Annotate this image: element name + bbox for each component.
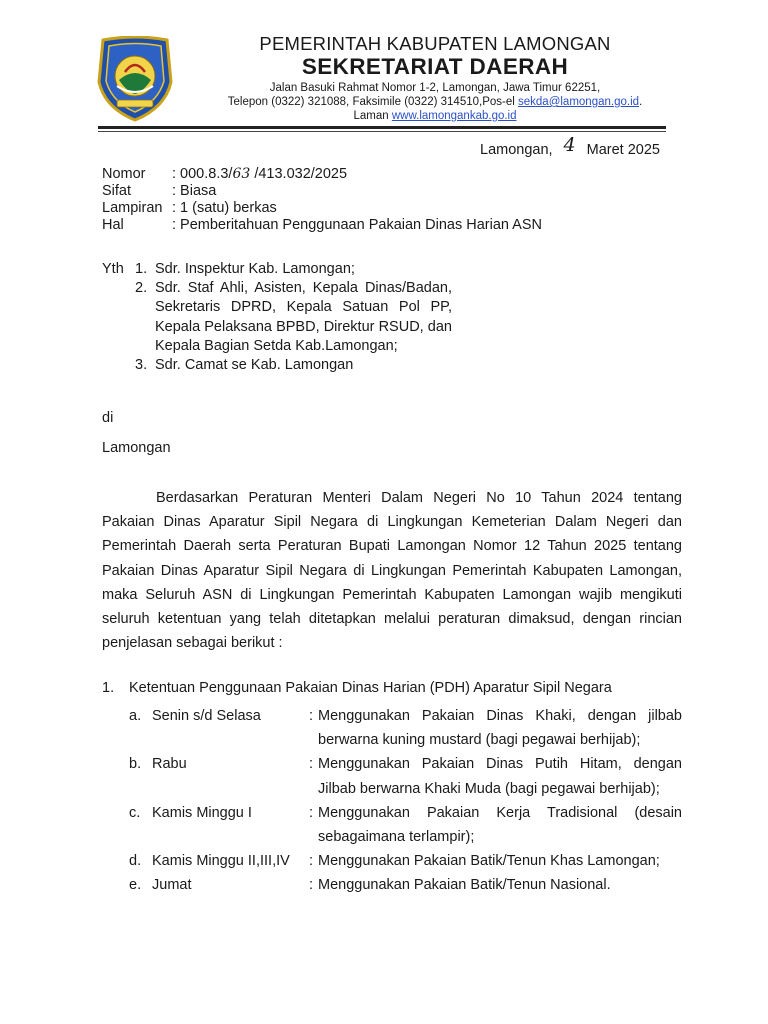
item-day: Kamis Minggu I [152, 804, 252, 821]
lampiran-value: : 1 (satu) berkas [172, 200, 277, 216]
phone-text: Telepon (0322) 321088, Faksimile (0322) 314510,Pos-el [227, 96, 519, 108]
schedule-list [129, 704, 682, 898]
recipient-text: Sdr. Camat se Kab. Lamongan [155, 357, 354, 374]
lamongan-coat-of-arms-icon [95, 36, 175, 122]
nomor-prefix: : 000.8.3/ [172, 166, 233, 182]
hal-value: : Pemberitahuan Penggunaan Pakaian Dinas Harian ASN [172, 217, 542, 233]
recipient-item [135, 279, 465, 356]
salutation: Yth [102, 261, 124, 277]
item-colon: : [309, 804, 314, 821]
schedule-item [129, 849, 682, 873]
item-letter: c. [129, 804, 141, 821]
recipient-item [135, 356, 465, 375]
letterhead-phone [195, 95, 675, 109]
body-paragraph: Berdasarkan Peraturan Menteri Dalam Negeri No 10 Tahun 2024 tentang Pakaian Dinas Aparatur Sipil Negara di Lingkungan Kemeterian Dalam Negeri dan Pemerintah Daerah serta Peraturan Bupati Lamongan Nomor 12 Tahun 2025 tentang Pakaian Dinas Aparatur Sipil Negara di Lingkungan Pemerintah Kabupaten Lamongan, maka Seluruh ASN di Lingkungan Pemerintah Kabupaten Lamongan wajib mengikuti seluruh ketentuan yang telah ditetapkan melalui peraturan dimaksud, dengan rincian penjelasan sebagai berikut : [102, 490, 682, 652]
date-day-handwritten: 4 [563, 134, 576, 156]
item-description: Menggunakan Pakaian Batik/Tenun Khas Lamongan; [318, 853, 660, 870]
letter-date [480, 134, 670, 159]
schedule-item [129, 873, 682, 897]
website-link[interactable]: www.lamongankab.go.id [391, 110, 517, 122]
item-letter: a. [129, 708, 142, 724]
schedule-item [129, 704, 682, 752]
phone-suffix: . [639, 96, 643, 108]
item-day: Jumat [152, 877, 192, 894]
item-description: Menggunakan Pakaian Batik/Tenun Nasional. [318, 877, 611, 894]
nomor-handwritten: 63 [232, 166, 251, 182]
date-month-year: Maret 2025 [586, 142, 660, 158]
nomor-suffix: /413.032/2025 [250, 166, 348, 182]
email-link[interactable]: sekda@lamongan.go.id [518, 96, 640, 108]
recipient-text: Sdr. Inspektur Kab. Lamongan; [155, 261, 355, 277]
meta-nomor [102, 166, 542, 183]
nomor-label: Nomor [102, 166, 146, 182]
meta-hal [102, 217, 542, 234]
lampiran-label: Lampiran [102, 200, 163, 216]
item-day: Senin s/d Selasa [152, 708, 261, 724]
sifat-label: Sifat [102, 183, 132, 199]
letterhead-divider-thin [98, 131, 666, 132]
item-colon: : [309, 853, 314, 870]
item-colon: : [309, 708, 314, 724]
sifat-value: : Biasa [172, 183, 217, 199]
schedule-item [129, 752, 682, 800]
letterhead-web [195, 109, 675, 123]
item-day: Rabu [152, 756, 187, 773]
date-city: Lamongan, [480, 142, 553, 158]
recipient-item [135, 260, 465, 279]
recipient-place: Lamongan [102, 440, 171, 456]
item-letter: b. [129, 756, 142, 773]
meta-sifat [102, 183, 542, 200]
letterhead-contact [195, 81, 675, 123]
item-letter: d. [129, 853, 142, 870]
letterhead-office: SEKRETARIAT DAERAH [301, 54, 569, 79]
item-colon: : [309, 877, 314, 894]
recipient-text: Sdr. Staf Ahli, Asisten, Kepala Dinas/Badan, Sekretaris DPRD, Kepala Satuan Pol PP, Kepala Pelaksana BPBD, Direktur RSUD, dan Kepala Bagian Setda Kab.Lamongan; [155, 280, 452, 354]
section-number: 1. [102, 680, 115, 696]
item-day: Kamis Minggu II,III,IV [152, 853, 290, 870]
letterhead-address: Jalan Basuki Rahmat Nomor 1-2, Lamongan, Jawa Timur 62251, [269, 82, 601, 94]
item-letter: e. [129, 877, 142, 894]
letterhead-divider-thick [98, 126, 666, 129]
recipient-number: 3. [135, 357, 148, 374]
item-description: Menggunakan Pakaian Kerja Tradisional (desain sebagaimana terlampir); [318, 804, 682, 846]
web-label: Laman [353, 110, 392, 122]
section-title [102, 680, 682, 696]
item-description: Menggunakan Pakaian Dinas Putih Hitam, dengan Jilbab berwarna Khaki Muda (bagi pegawai berhijab); [318, 756, 682, 797]
section-title-text: Ketentuan Penggunaan Pakaian Dinas Harian (PDH) Aparatur Sipil Negara [129, 680, 612, 696]
nomor-value [172, 166, 347, 183]
item-description: Menggunakan Pakaian Dinas Khaki, dengan jilbab berwarna kuning mustard (bagi pegawai berhijab); [318, 708, 682, 749]
meta-lampiran [102, 200, 542, 217]
di-text: di [102, 410, 114, 426]
hal-label: Hal [102, 217, 124, 233]
recipient-number: 1. [135, 261, 148, 277]
letter-meta [102, 166, 542, 234]
recipient-number: 2. [135, 280, 148, 297]
schedule-item [129, 801, 682, 849]
letterhead-government: PEMERINTAH KABUPATEN LAMONGAN [259, 33, 611, 54]
recipient-list [135, 260, 465, 375]
item-colon: : [309, 756, 314, 773]
